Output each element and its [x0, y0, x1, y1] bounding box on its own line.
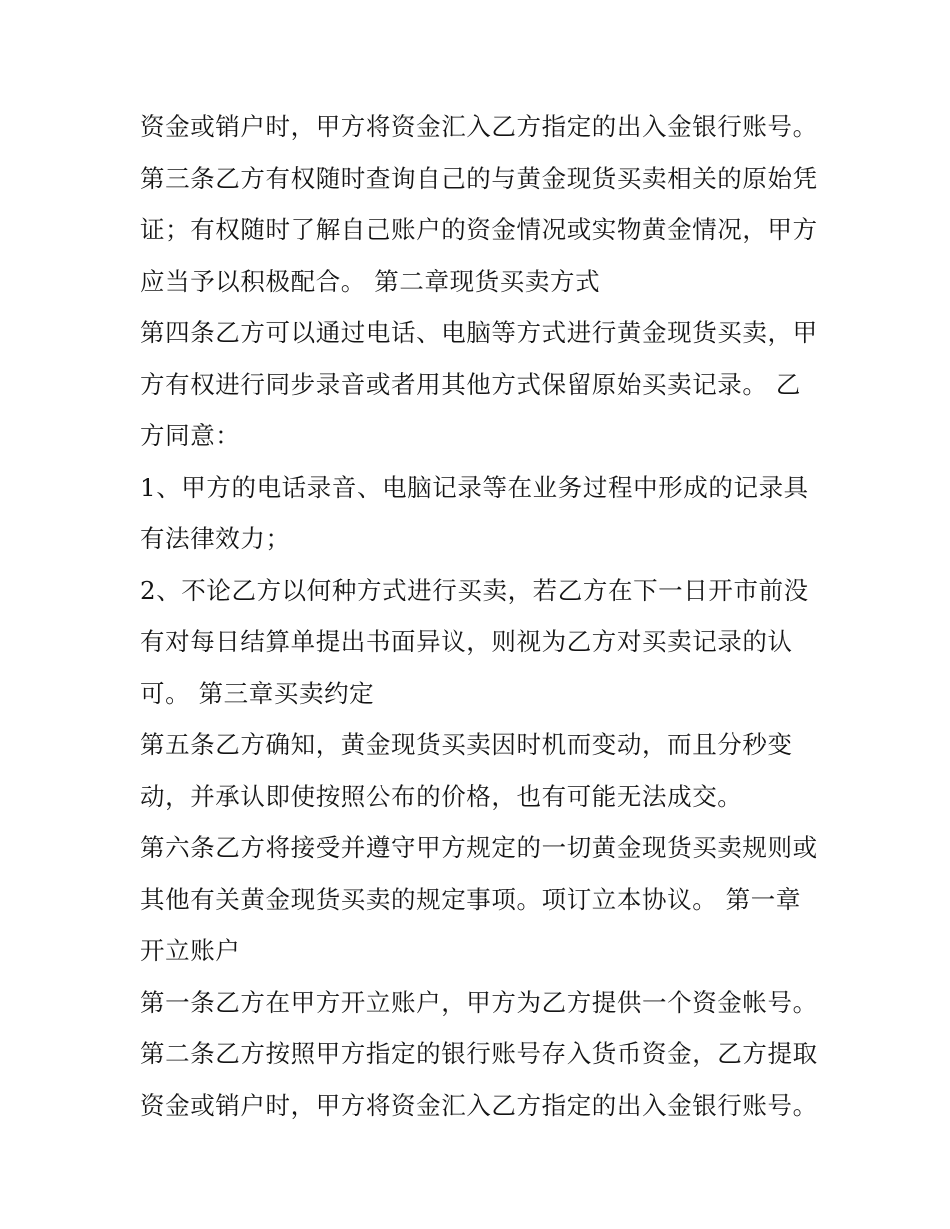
text-line: 动，并承认即使按照公布的价格，也有可能无法成交。: [140, 781, 743, 811]
text-line: 有法律效力；: [140, 524, 291, 553]
text-line: 应当予以积极配合。 第二章现货买卖方式: [140, 266, 601, 296]
text-line: 2、不论乙方以何种方式进行买卖，若乙方在下一日开市前没: [140, 575, 809, 605]
text-line: 第二条乙方按照甲方指定的银行账号存入货币资金，乙方提取: [140, 1039, 818, 1068]
text-line: 开立账户: [140, 936, 241, 965]
text-line: 其他有关黄金现货买卖的规定事项。项订立本协议。 第一章: [140, 884, 801, 914]
text-line: 第四条乙方可以通过电话、电脑等方式进行黄金现货买卖，甲: [140, 318, 818, 347]
document-body: [140, 101, 830, 1131]
text-line: 资金或销户时，甲方将资金汇入乙方指定的出入金银行账号。: [140, 1090, 818, 1120]
text-line: 方同意：: [140, 421, 241, 450]
text-line: 第一条乙方在甲方开立账户，甲方为乙方提供一个资金帐号。: [140, 987, 818, 1017]
text-line: 第三条乙方有权随时查询自己的与黄金现货买卖相关的原始凭: [140, 163, 818, 193]
text-line: 方有权进行同步录音或者用其他方式保留原始买卖记录。 乙: [140, 369, 801, 399]
text-line: 第五条乙方确知，黄金现货买卖因时机而变动，而且分秒变: [140, 730, 793, 759]
text-line: 资金或销户时，甲方将资金汇入乙方指定的出入金银行账号。: [140, 112, 818, 141]
text-line: 证；有权随时了解自己账户的资金情况或实物黄金情况，甲方: [140, 215, 818, 244]
text-line: 1、甲方的电话录音、电脑记录等在业务过程中形成的记录具: [140, 472, 809, 502]
text-line: 第六条乙方将接受并遵守甲方规定的一切黄金现货买卖规则或: [140, 833, 818, 862]
text-line: 可。 第三章买卖约定: [140, 678, 375, 708]
text-line: 有对每日结算单提出书面异议，则视为乙方对买卖记录的认: [140, 627, 793, 656]
